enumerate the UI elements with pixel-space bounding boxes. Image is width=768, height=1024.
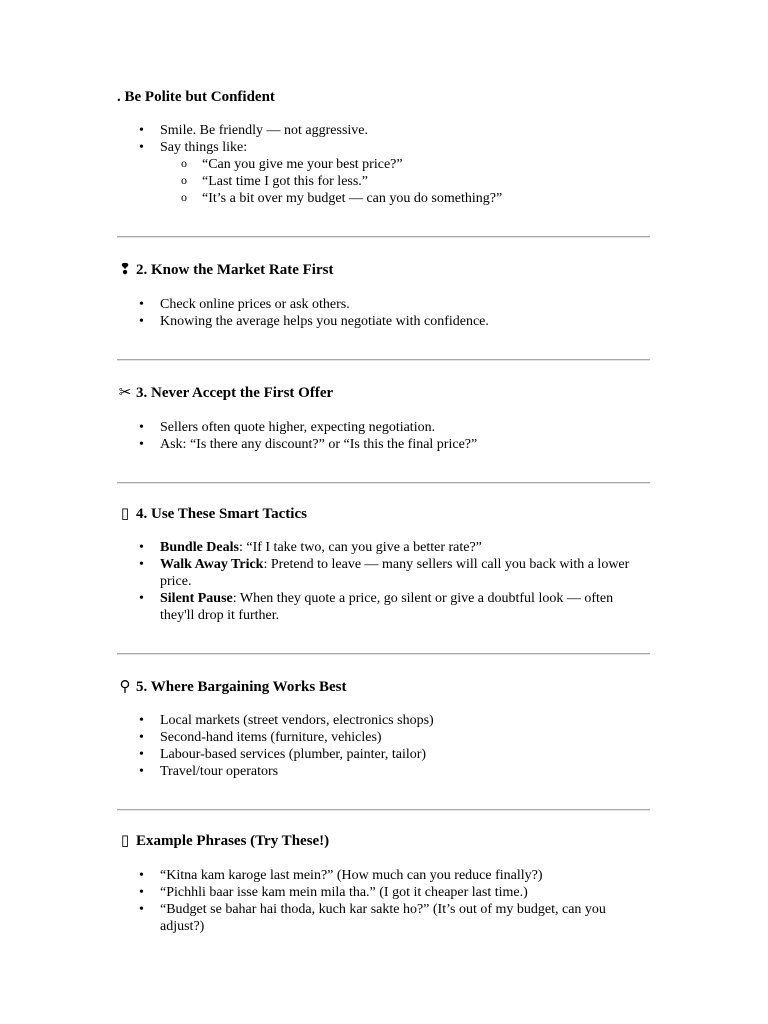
section-heading-where-works xyxy=(117,678,346,696)
pushpin-icon: ⚲ xyxy=(119,679,131,695)
sub-list-item xyxy=(160,156,768,173)
tactic-description: : Pretend to leave — many sellers will call you back with a lower price. xyxy=(160,557,630,589)
list-item xyxy=(0,419,768,436)
sub-list-item-text: “Last time I got this for less.” xyxy=(202,174,369,189)
list-item-text: Say things like: xyxy=(160,140,248,155)
list-item-text: “Pichhli baar isse kam mein mila tha.” (I got it cheaper last time.) xyxy=(160,885,528,900)
section-heading-example-phrases xyxy=(117,832,329,850)
list-item-text: Second-hand items (furniture, vehicles) xyxy=(160,730,382,745)
list-item xyxy=(0,313,768,330)
horizontal-rule xyxy=(117,809,650,811)
list-item xyxy=(0,763,768,780)
sub-list-item xyxy=(160,173,768,190)
list-item xyxy=(0,867,768,884)
horizontal-rule xyxy=(117,236,650,238)
sub-list-item-text: “It’s a bit over my budget — can you do something?” xyxy=(202,191,503,206)
section-title: 4. Use These Smart Tactics xyxy=(136,506,307,522)
bullet-list-where-works xyxy=(0,712,768,780)
tactic-name: Silent Pause xyxy=(160,591,233,606)
horizontal-rule xyxy=(117,359,650,361)
bullet-list-first-offer xyxy=(0,419,768,453)
bullet-list-smart-tactics xyxy=(0,539,768,624)
list-item xyxy=(0,296,768,313)
section-title: . Be Polite but Confident xyxy=(117,89,275,105)
section-heading-first-offer xyxy=(117,384,333,402)
bullet-list-example-phrases xyxy=(0,867,768,935)
bullet-list-polite xyxy=(0,122,768,207)
list-item-text: Sellers often quote higher, expecting negotiation. xyxy=(160,420,436,435)
section-title: 2. Know the Market Rate First xyxy=(136,262,334,278)
sub-list-item-text: “Can you give me your best price?” xyxy=(202,157,403,172)
list-item-text: “Kitna kam karoge last mein?” (How much can you reduce finally?) xyxy=(160,868,543,883)
list-item xyxy=(0,884,768,901)
horizontal-rule xyxy=(117,653,650,655)
list-item xyxy=(0,139,768,207)
list-item xyxy=(0,746,768,763)
missing-glyph-icon: ▯ xyxy=(120,506,130,522)
list-item-text: Labour-based services (plumber, painter, tailor) xyxy=(160,747,427,762)
list-item xyxy=(0,712,768,729)
section-title: Example Phrases (Try These!) xyxy=(136,833,330,849)
tactic-name: Walk Away Trick xyxy=(160,557,264,572)
list-item-text: Ask: “Is there any discount?” or “Is this the final price?” xyxy=(160,437,478,452)
section-heading-smart-tactics xyxy=(117,505,307,523)
missing-glyph-icon: ▯ xyxy=(120,833,130,849)
list-item xyxy=(0,539,768,556)
horizontal-rule xyxy=(117,482,650,484)
lightbulb-icon: ❢ xyxy=(118,262,132,278)
section-heading-polite xyxy=(117,88,275,106)
section-title: 3. Never Accept the First Offer xyxy=(136,385,334,401)
bullet-list-market-rate xyxy=(0,296,768,330)
list-item-text: Travel/tour operators xyxy=(160,764,279,779)
tactic-description: : When they quote a price, go silent or give a doubtful look — often they'll drop it further. xyxy=(160,591,614,623)
list-item-text: Smile. Be friendly — not aggressive. xyxy=(160,123,369,138)
section-heading-market-rate xyxy=(117,261,333,279)
list-item xyxy=(0,590,768,624)
tactic-name: Bundle Deals xyxy=(160,540,239,555)
list-item xyxy=(0,122,768,139)
list-item-text: Check online prices or ask others. xyxy=(160,297,350,312)
section-title: 5. Where Bargaining Works Best xyxy=(136,679,347,695)
list-item xyxy=(0,729,768,746)
no-entry-icon: ✂ xyxy=(118,385,132,401)
list-item-text: Local markets (street vendors, electronics shops) xyxy=(160,713,434,728)
sub-list-item xyxy=(160,190,768,207)
list-item-text: Knowing the average helps you negotiate with confidence. xyxy=(160,314,489,329)
list-item-text: • “Budget se bahar hai thoda, kuch kar sakte ho?” (It’s out of my budget, can you adjust?) xyxy=(160,902,606,934)
list-item xyxy=(0,901,768,935)
list-item xyxy=(0,556,768,590)
tactic-description: : “If I take two, can you give a better rate?” xyxy=(238,540,482,555)
sub-list-phrases xyxy=(160,156,768,207)
list-item xyxy=(0,436,768,453)
